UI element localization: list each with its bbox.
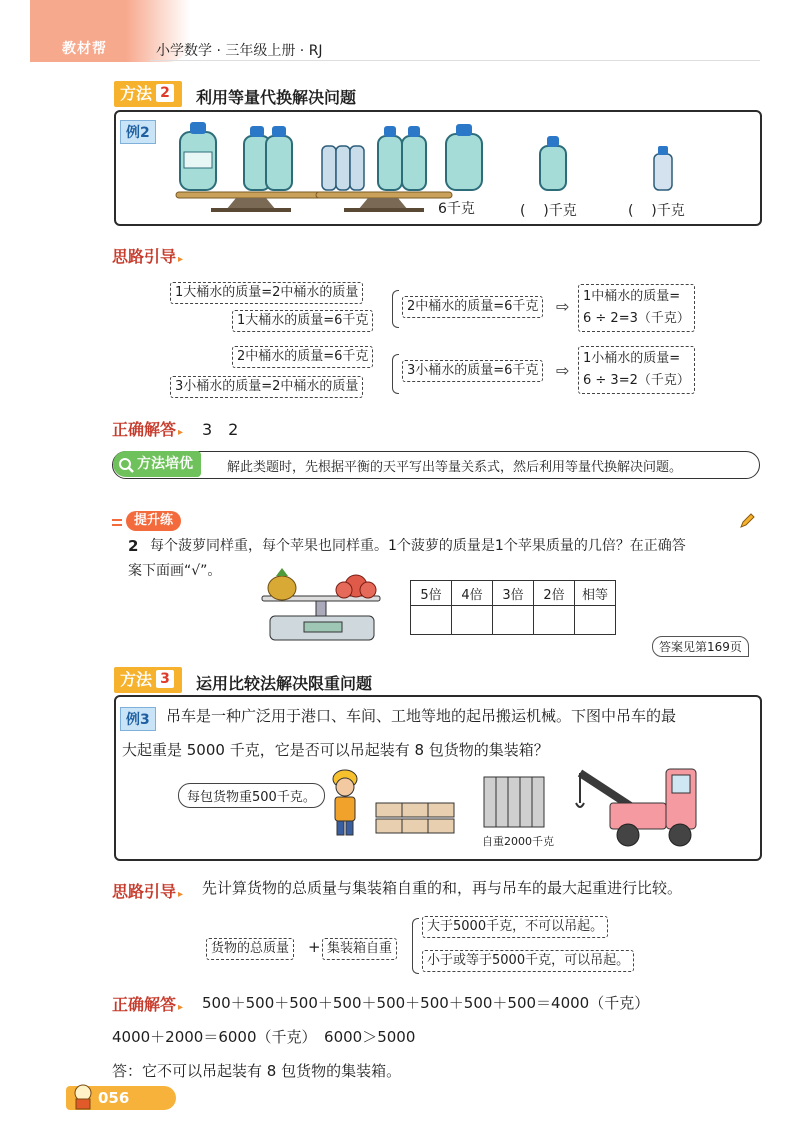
water-bottle-icon: [540, 136, 566, 190]
header-divider: [150, 60, 760, 61]
method2-badge: [114, 81, 182, 107]
table-header-cell: 5倍: [411, 581, 452, 606]
method2-badge-label: 方法: [120, 84, 153, 103]
mascot-icon: [70, 1083, 96, 1111]
solution-line3: 答：它不可以吊起装有 8 包货物的集装箱。: [112, 1062, 402, 1080]
practice-number: 2: [128, 537, 139, 555]
table-header-cell: 4倍: [452, 581, 493, 606]
header-title: 小学数学 · 三年级上册 · RJ: [156, 43, 323, 59]
triangle-icon: ▸: [178, 889, 184, 900]
correct-answer-label: [112, 992, 183, 1015]
relation-box: 1大桶水的质量=6千克: [232, 310, 373, 332]
table-header-cell: 3倍: [493, 581, 534, 606]
fruit-scale-illustration: [256, 566, 386, 646]
answer-cell[interactable]: [534, 606, 575, 635]
practice-question-line2: 案下面画“√”。: [128, 563, 222, 579]
method3-badge: [114, 667, 182, 693]
table-answer-row: [411, 606, 616, 635]
answer1-value: 3 2: [202, 420, 239, 439]
worker-icon: [328, 765, 362, 837]
result-box: [578, 346, 695, 394]
triangle-icon: ▸: [178, 1002, 184, 1013]
answer-table: [410, 580, 616, 635]
cargo-boxes-illustration: [372, 797, 460, 843]
triangle-icon: ▸: [178, 427, 184, 438]
method2-title: 利用等量代换解决问题: [196, 88, 357, 107]
crane-truck-icon: [572, 763, 702, 853]
plus-sign: +: [308, 938, 321, 956]
example3-line1: 吊车是一种广泛用于港口、车间、工地等地的起吊搬运机械。下图中吊车的最: [166, 707, 677, 725]
pencil-icon: [738, 512, 756, 530]
container-illustration: [480, 771, 550, 831]
balance-scale-icon: [176, 192, 326, 212]
relation-box: 2中桶水的质量=6千克: [232, 346, 373, 368]
example3-line2: 大起重是 5000 千克，它是否可以吊起装有 8 包货物的集装箱？: [122, 741, 549, 759]
triangle-icon: ▸: [178, 254, 184, 265]
thinking-guide-label: [112, 879, 183, 902]
example2-tag: 例2: [120, 120, 156, 144]
magnifier-icon: [117, 456, 135, 474]
bottle-medium-weight: ( )千克: [520, 203, 577, 219]
method2-number: 2: [156, 84, 174, 102]
method3-title: 运用比较法解决限重问题: [196, 674, 373, 693]
thinking-guide-text: 思路引导: [112, 247, 177, 266]
method-tips-text: 解此类题时，先根据平衡的天平写出等量关系式，然后利用等量代换解决问题。: [227, 460, 683, 475]
table-header-cell: 相等: [575, 581, 616, 606]
balance-scale-icon: [316, 192, 452, 212]
example3-box: [114, 695, 762, 861]
option-box: 小于或等于5000千克，可以吊起。: [422, 950, 634, 972]
arrow-right-icon: ⇨: [556, 361, 570, 380]
practice-question-line1: 每个菠萝同样重，每个苹果也同样重。1个菠萝的质量是1个苹果质量的几倍？在正确答: [150, 538, 686, 554]
answer-cell[interactable]: [452, 606, 493, 635]
answer-reference: 答案见第169页: [652, 636, 749, 657]
brace: [392, 354, 399, 394]
water-bottle-icon: [654, 146, 672, 190]
example3-tag: 例3: [120, 707, 156, 731]
result-line: 6 ÷ 3=2（千克）: [583, 373, 690, 388]
answer-cell[interactable]: [411, 606, 452, 635]
solution-line2: 4000＋2000＝6000（千克） 6000＞5000: [112, 1028, 416, 1046]
table-header-cell: 2倍: [534, 581, 575, 606]
brace: [412, 918, 419, 974]
container-weight-label: 自重2000千克: [482, 835, 554, 848]
answer-cell[interactable]: [575, 606, 616, 635]
bottle-large-weight: 6千克: [438, 201, 475, 217]
solution-line1: 500＋500＋500＋500＋500＋500＋500＋500＝4000（千克）: [202, 994, 650, 1012]
bottle-small-weight: ( )千克: [628, 203, 685, 219]
option-box: 大于5000千克，不可以吊起。: [422, 916, 608, 938]
example2-box: [114, 110, 762, 226]
result-line: 1中桶水的质量=: [583, 289, 681, 304]
thinking-guide-label: [112, 244, 183, 267]
result-line: 6 ÷ 2=3（千克）: [583, 311, 690, 326]
header-brand: 教材帮: [62, 41, 107, 57]
answer-cell[interactable]: [493, 606, 534, 635]
method-tips-bar: [112, 451, 760, 479]
correct-answer-text: 正确解答: [112, 995, 177, 1014]
arrow-right-icon: ⇨: [556, 297, 570, 316]
relation-box: 3小桶水的质量=2中桶水的质量: [170, 376, 363, 398]
speech-bubble: 每包货物重500千克。: [178, 783, 325, 808]
brace: [392, 290, 399, 328]
method3-number: 3: [156, 670, 174, 688]
correct-answer-text: 正确解答: [112, 420, 177, 439]
practice-marker: [112, 519, 122, 521]
page-number: 056: [98, 1089, 130, 1107]
result-line: 1小桶水的质量=: [583, 351, 681, 366]
thinking2-text: 先计算货物的总质量与集装箱自重的和，再与吊车的最大起重进行比较。: [202, 879, 683, 897]
relation-box: 3小桶水的质量=6千克: [402, 360, 543, 382]
correct-answer-label: [112, 417, 183, 440]
water-bottle-icon: [446, 124, 482, 190]
table-header-row: [411, 581, 616, 606]
relation-box: 货物的总质量: [206, 938, 294, 960]
method3-badge-label: 方法: [120, 670, 153, 689]
practice-marker: [112, 524, 122, 526]
relation-box: 2中桶水的质量=6千克: [402, 296, 543, 318]
result-box: [578, 284, 695, 332]
relation-box: 1大桶水的质量=2中桶水的质量: [170, 282, 363, 304]
practice-badge: 提升练: [126, 511, 181, 531]
thinking-guide-text: 思路引导: [112, 882, 177, 901]
method-tips-label: 方法培优: [113, 451, 201, 477]
water-bottle-icon: [180, 122, 216, 190]
relation-box: 集装箱自重: [322, 938, 397, 960]
